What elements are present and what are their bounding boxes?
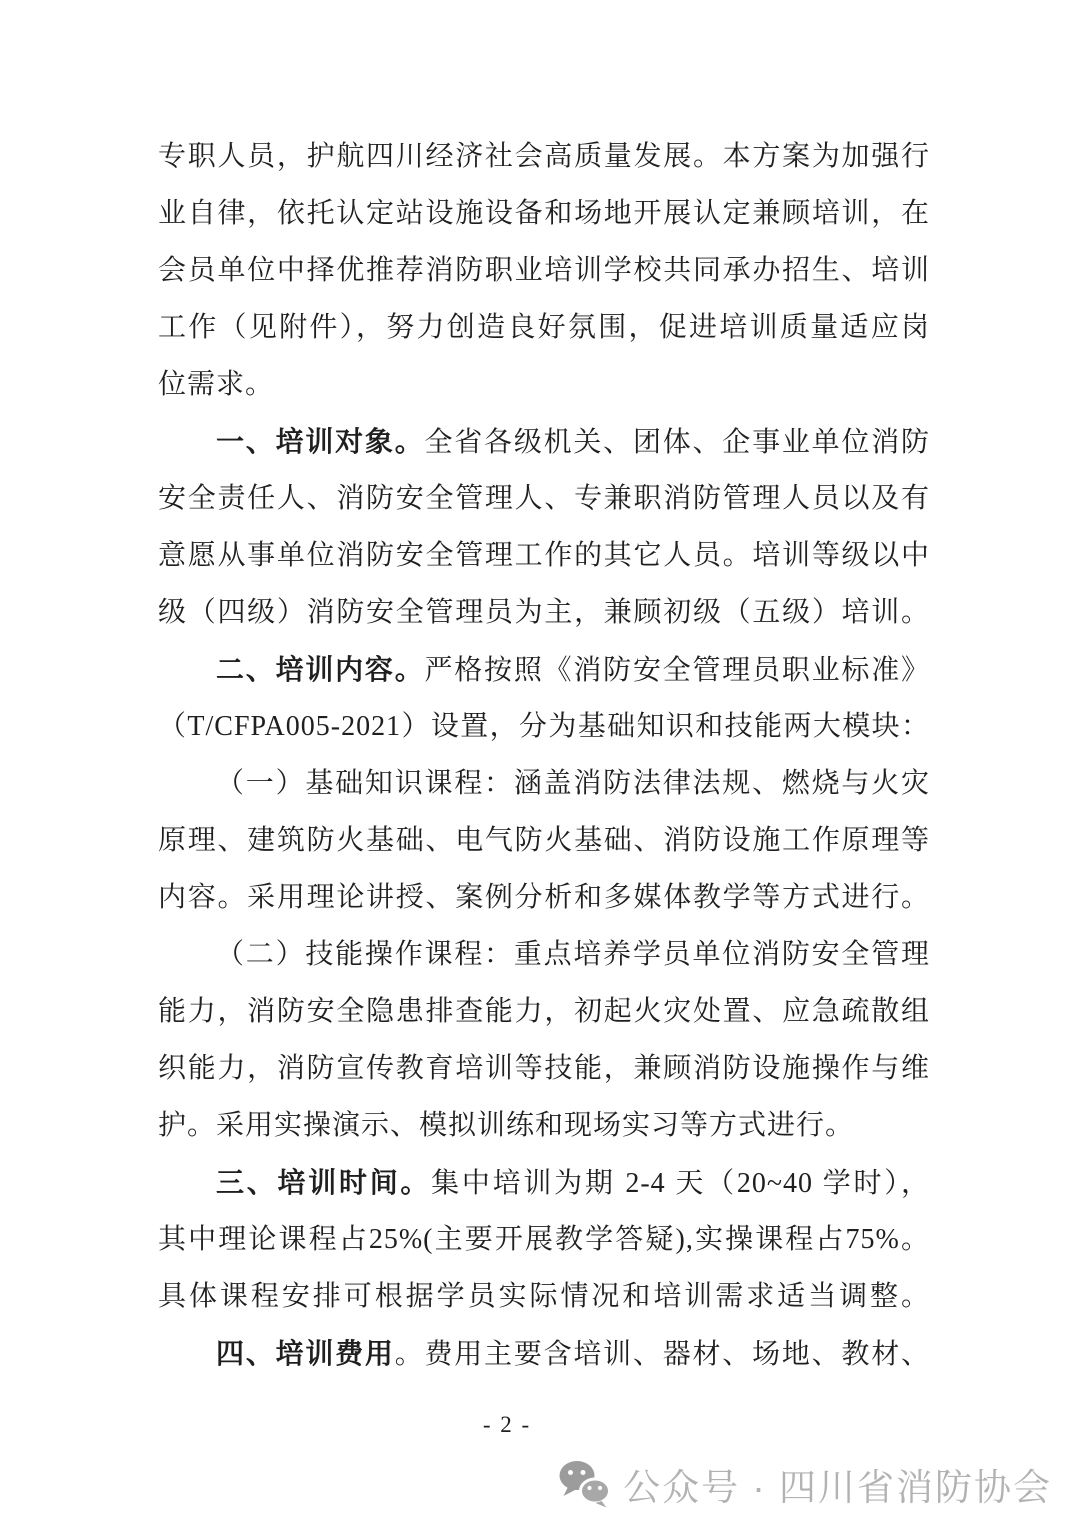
section-heading-run: 一、培训对象。 bbox=[216, 426, 425, 457]
text-line bbox=[158, 641, 930, 698]
text-line bbox=[158, 926, 930, 983]
text-line bbox=[158, 185, 930, 242]
section-heading-run: 三、培训时间。 bbox=[216, 1167, 432, 1198]
paragraph-intro-continuation bbox=[158, 128, 930, 413]
text-run: 集中培训为期 2-4 天（20~40 学时）， bbox=[431, 1168, 930, 1199]
text-run: 其中理论课程占25%(主要开展教学答疑),实操课程占75%。 bbox=[158, 1224, 930, 1255]
text-run: 工作（见附件），努力创造良好氛围，促进培训质量适应岗 bbox=[158, 312, 930, 343]
text-run: 全省各级机关、团体、企事业单位消防 bbox=[424, 427, 930, 458]
text-run: 内容。采用理论讲授、案例分析和多媒体教学等方式进行。 bbox=[158, 882, 930, 913]
wechat-icon bbox=[557, 1460, 611, 1508]
text-run: 能力，消防安全隐患排查能力，初起火灾处置、应急疏散组 bbox=[158, 996, 930, 1027]
text-run: 专职人员，护航四川经济社会高质量发展。本方案为加强行 bbox=[158, 141, 930, 172]
text-run: 会员单位中择优推荐消防职业培训学校共同承办招生、培训 bbox=[158, 255, 930, 286]
text-run: （T/CFPA005-2021）设置，分为基础知识和技能两大模块： bbox=[158, 711, 930, 742]
paragraph-subsection-2-skill-operation bbox=[158, 926, 930, 1154]
text-line bbox=[158, 869, 930, 926]
text-line bbox=[158, 527, 930, 584]
text-line bbox=[158, 242, 930, 299]
section-heading-run: 二、培训内容。 bbox=[216, 654, 425, 685]
page-number: - 2 - bbox=[482, 1412, 532, 1437]
text-line bbox=[158, 755, 930, 812]
text-run: （二）技能操作课程：重点培养学员单位消防安全管理 bbox=[216, 939, 930, 970]
text-line bbox=[158, 812, 930, 869]
text-line bbox=[158, 1097, 930, 1154]
text-line bbox=[158, 584, 930, 641]
text-line bbox=[158, 1154, 930, 1211]
text-run: 位需求。 bbox=[158, 369, 275, 400]
text-run: 。费用主要含培训、器材、场地、教材、 bbox=[394, 1339, 930, 1370]
text-line bbox=[158, 1325, 930, 1382]
text-line bbox=[158, 698, 930, 755]
text-run: 意愿从事单位消防安全管理工作的其它人员。培训等级以中 bbox=[158, 540, 930, 571]
paragraph-section-4-training-fees bbox=[158, 1325, 930, 1382]
text-line bbox=[158, 1040, 930, 1097]
text-line bbox=[158, 983, 930, 1040]
text-run: 护。采用实操演示、模拟训练和现场实习等方式进行。 bbox=[158, 1110, 855, 1141]
text-run: 安全责任人、消防安全管理人、专兼职消防管理人员以及有 bbox=[158, 483, 930, 514]
paragraph-section-2-training-content bbox=[158, 641, 930, 755]
text-line bbox=[158, 356, 930, 413]
section-heading-run: 四、培训费用 bbox=[216, 1338, 395, 1369]
text-line bbox=[158, 1211, 930, 1268]
text-line bbox=[158, 1268, 930, 1325]
text-line bbox=[158, 299, 930, 356]
paragraph-subsection-1-basic-knowledge bbox=[158, 755, 930, 926]
text-run: 业自律，依托认定站设施设备和场地开展认定兼顾培训，在 bbox=[158, 198, 930, 229]
watermark-label: 公众号 · 四川省消防协会 bbox=[623, 1467, 1052, 1508]
text-run: 严格按照《消防安全管理员职业标准》 bbox=[424, 655, 930, 686]
paragraph-section-1-training-targets bbox=[158, 413, 930, 641]
text-run: 原理、建筑防火基础、电气防火基础、消防设施工作原理等 bbox=[158, 825, 930, 856]
text-line bbox=[158, 470, 930, 527]
watermark bbox=[557, 1457, 1052, 1511]
text-run: 具体课程安排可根据学员实际情况和培训需求适当调整。 bbox=[158, 1281, 930, 1312]
text-run: 级（四级）消防安全管理员为主，兼顾初级（五级）培训。 bbox=[158, 597, 930, 628]
text-line bbox=[158, 128, 930, 185]
paragraph-section-3-training-time bbox=[158, 1154, 930, 1325]
text-run: 织能力，消防宣传教育培训等技能，兼顾消防设施操作与维 bbox=[158, 1053, 930, 1084]
document-body bbox=[158, 128, 930, 1382]
text-line bbox=[158, 413, 930, 470]
text-run: （一）基础知识课程：涵盖消防法律法规、燃烧与火灾 bbox=[216, 768, 930, 799]
